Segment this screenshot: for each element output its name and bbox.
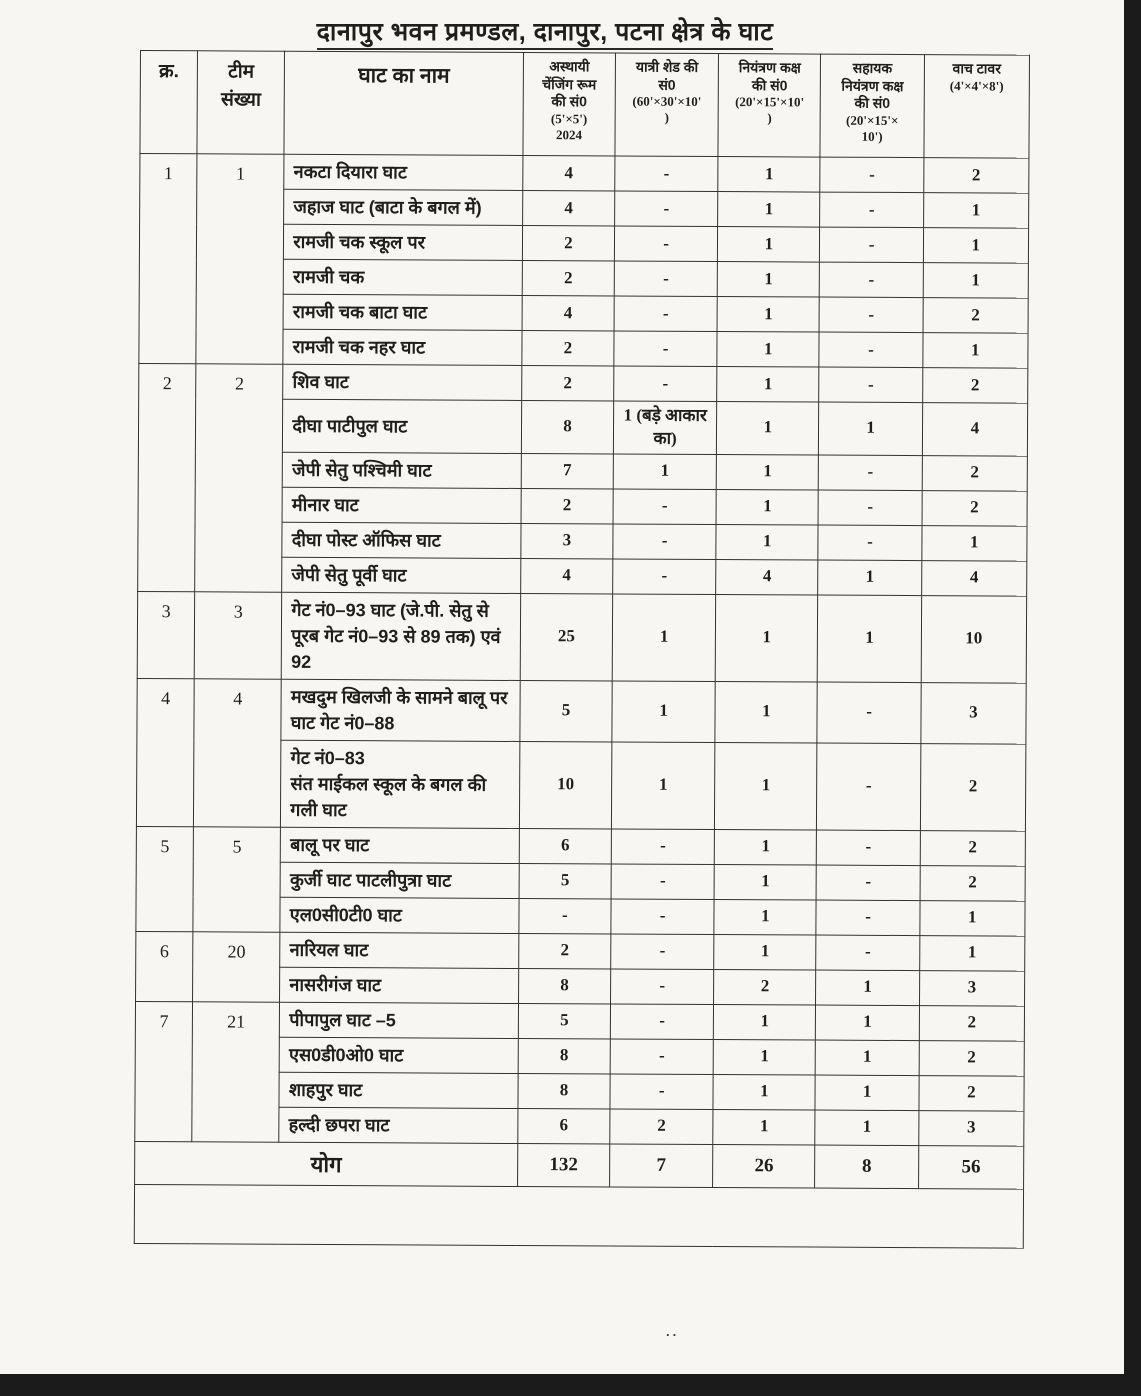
value-cell-asst-control-room: 1: [815, 1110, 918, 1146]
serial-cell: 4: [136, 678, 194, 826]
column-header-ghat-name: घाट का नाम: [284, 51, 523, 155]
value-cell-asst-control-room: -: [820, 227, 923, 263]
total-value-cell-control-room: 26: [713, 1144, 815, 1188]
value-cell-watch-tower: 4: [922, 403, 1028, 456]
value-cell-asst-control-room: -: [819, 367, 922, 403]
value-cell-passenger-shed: 1: [613, 454, 716, 490]
ghat-row: [137, 678, 1026, 744]
value-cell-watch-tower: 2: [923, 158, 1028, 194]
total-value-cell-temp-changing-rooms: 132: [517, 1143, 609, 1186]
ghat-row: [135, 1001, 1024, 1041]
column-header-temp-changing-rooms: अस्थायी चेंजिंग रूम की सं0 (5'×5') 2024: [523, 53, 616, 156]
value-cell-control-room: 1: [715, 742, 818, 830]
value-cell-asst-control-room: -: [820, 262, 923, 298]
team-number-cell: 21: [192, 1002, 280, 1142]
serial-cell: 7: [135, 1001, 193, 1141]
value-cell-watch-tower: 4: [921, 560, 1026, 596]
page-title-text: दानापुर भवन प्रमण्डल, दानापुर, पटना क्षेत्र के घाट: [317, 18, 774, 50]
value-cell-passenger-shed: -: [611, 899, 714, 935]
value-cell-temp-changing-rooms: 25: [520, 593, 613, 680]
value-cell-passenger-shed: -: [615, 191, 718, 227]
value-cell-temp-changing-rooms: 6: [519, 828, 611, 863]
value-cell-passenger-shed: -: [615, 156, 718, 192]
value-cell-asst-control-room: 1: [816, 1040, 919, 1076]
column-header-serial: क्र.: [140, 51, 198, 154]
value-cell-control-room: 2: [714, 969, 816, 1005]
value-cell-control-room: 1: [715, 681, 818, 743]
value-cell-passenger-shed: -: [610, 1074, 713, 1110]
value-cell-watch-tower: 2: [919, 1005, 1024, 1041]
ghat-name-cell: नकटा दियारा घाट: [284, 154, 523, 190]
value-cell-watch-tower: 1: [923, 193, 1028, 229]
empty-row: [134, 1184, 1023, 1248]
value-cell-asst-control-room: -: [816, 935, 919, 971]
value-cell-temp-changing-rooms: 4: [522, 296, 614, 331]
value-cell-asst-control-room: -: [817, 830, 920, 866]
value-cell-temp-changing-rooms: 7: [521, 453, 613, 488]
value-cell-asst-control-room: 1: [818, 595, 922, 683]
ghat-table: [134, 50, 1030, 1249]
value-cell-passenger-shed: -: [614, 366, 717, 402]
value-cell-passenger-shed: -: [614, 331, 717, 367]
table-head-row: [140, 51, 1030, 159]
ghat-data-table: [134, 50, 1030, 1249]
value-cell-temp-changing-rooms: 3: [521, 523, 613, 558]
ghat-row: [140, 154, 1029, 194]
value-cell-passenger-shed: -: [614, 226, 717, 262]
value-cell-watch-tower: 1: [919, 935, 1024, 971]
value-cell-watch-tower: 2: [919, 1075, 1024, 1111]
value-cell-passenger-shed: -: [610, 1004, 713, 1040]
ghat-row: [137, 591, 1026, 683]
value-cell-asst-control-room: -: [820, 157, 923, 193]
value-cell-watch-tower: 1: [923, 263, 1028, 299]
value-cell-control-room: 1: [715, 594, 818, 682]
value-cell-temp-changing-rooms: 2: [522, 331, 614, 366]
value-cell-passenger-shed: -: [611, 934, 714, 970]
value-cell-passenger-shed: 2: [610, 1109, 713, 1145]
value-cell-passenger-shed: 1 (बड़े आकार का): [613, 401, 716, 454]
value-cell-control-room: 1: [718, 227, 820, 263]
value-cell-control-room: 1: [716, 454, 818, 490]
value-cell-temp-changing-rooms: 5: [520, 680, 613, 741]
value-cell-control-room: 1: [714, 1004, 816, 1040]
value-cell-control-room: 1: [714, 864, 816, 900]
value-cell-control-room: 1: [716, 489, 818, 525]
value-cell-watch-tower: 1: [922, 525, 1027, 561]
ghat-name-cell: गेट नं0–83 संत माईकल स्कूल के बगल की गली घाट: [281, 740, 520, 828]
value-cell-passenger-shed: -: [613, 489, 716, 525]
value-cell-temp-changing-rooms: 2: [522, 366, 614, 401]
ghat-name-cell: जहाज घाट (बाटा के बगल में): [284, 189, 523, 225]
table-body: [134, 154, 1029, 1249]
ghat-name-cell: रामजी चक बाटा घाट: [283, 294, 522, 330]
value-cell-control-room: 1: [717, 367, 819, 403]
column-header-asst-control-room: सहायक नियंत्रण कक्ष की सं0 (20'×15'× 10'): [820, 54, 924, 158]
ghat-name-cell: दीघा पाटीपुल घाट: [283, 399, 522, 453]
value-cell-watch-tower: 2: [922, 490, 1027, 526]
ghat-name-cell: एल0सी0टी0 घाट: [280, 897, 519, 933]
column-header-team-number: टीम संख्या: [197, 51, 285, 154]
value-cell-temp-changing-rooms: 8: [518, 968, 610, 1003]
value-cell-watch-tower: 1: [920, 900, 1025, 936]
value-cell-passenger-shed: -: [614, 296, 717, 332]
value-cell-watch-tower: 2: [919, 1040, 1024, 1076]
value-cell-temp-changing-rooms: 2: [522, 226, 614, 261]
team-number-cell: 4: [194, 679, 282, 827]
total-row: [135, 1141, 1024, 1189]
value-cell-passenger-shed: 1: [612, 681, 716, 743]
total-value-cell-passenger-shed: 7: [610, 1144, 713, 1188]
value-cell-asst-control-room: 1: [815, 1075, 918, 1111]
value-cell-asst-control-room: -: [817, 743, 921, 831]
value-cell-temp-changing-rooms: 2: [519, 933, 611, 968]
value-cell-control-room: 1: [717, 297, 819, 333]
value-cell-asst-control-room: -: [819, 490, 922, 526]
value-cell-control-room: 1: [714, 899, 816, 935]
value-cell-asst-control-room: -: [820, 192, 923, 228]
column-header-control-room: नियंत्रण कक्ष की सं0 (20'×15'×10' ): [718, 54, 821, 158]
value-cell-temp-changing-rooms: 8: [521, 401, 613, 454]
value-cell-temp-changing-rooms: 5: [518, 1003, 610, 1038]
team-number-cell: 3: [194, 592, 282, 679]
value-cell-temp-changing-rooms: 8: [518, 1038, 610, 1073]
value-cell-asst-control-room: 1: [818, 560, 921, 596]
value-cell-watch-tower: 2: [920, 743, 1026, 831]
ghat-row: [136, 826, 1025, 866]
value-cell-watch-tower: 3: [921, 682, 1027, 744]
value-cell-temp-changing-rooms: 8: [518, 1073, 610, 1108]
ghat-name-cell: मीनार घाट: [282, 487, 521, 523]
value-cell-temp-changing-rooms: 2: [521, 488, 613, 523]
value-cell-control-room: 4: [716, 559, 818, 595]
column-header-passenger-shed: यात्री शेड की सं0 (60'×30'×10' ): [615, 53, 719, 157]
ghat-name-cell: हल्दी छपरा घाट: [279, 1107, 518, 1143]
value-cell-watch-tower: 1: [923, 333, 1028, 369]
value-cell-asst-control-room: 1: [816, 970, 919, 1006]
serial-cell: 3: [137, 591, 195, 678]
column-header-watch-tower: वाच टावर (4'×4'×8'): [924, 55, 1030, 159]
value-cell-passenger-shed: -: [611, 829, 714, 865]
serial-cell: 6: [136, 931, 193, 1001]
value-cell-asst-control-room: -: [820, 297, 923, 333]
value-cell-passenger-shed: 1: [611, 742, 715, 830]
value-cell-watch-tower: 2: [920, 865, 1025, 901]
value-cell-control-room: 1: [716, 524, 818, 560]
ghat-name-cell: कुर्जी घाट पाटलीपुत्रा घाट: [280, 862, 519, 898]
value-cell-watch-tower: 2: [922, 368, 1027, 404]
value-cell-watch-tower: 2: [923, 298, 1028, 334]
value-cell-control-room: 1: [713, 1039, 815, 1075]
value-cell-temp-changing-rooms: 4: [522, 191, 614, 226]
ghat-name-cell: दीघा पोस्ट ऑफिस घाट: [282, 522, 521, 558]
ghat-name-cell: जेपी सेतु पश्चिमी घाट: [283, 452, 522, 488]
ghat-name-cell: शिव घाट: [283, 364, 522, 400]
serial-cell: 1: [139, 154, 197, 364]
value-cell-control-room: 1: [713, 1109, 815, 1145]
ghat-row: [136, 931, 1025, 971]
team-number-cell: 2: [195, 364, 283, 592]
value-cell-control-room: 1: [717, 332, 819, 368]
serial-cell: 5: [136, 826, 194, 931]
value-cell-watch-tower: 3: [919, 970, 1024, 1006]
value-cell-temp-changing-rooms: 2: [522, 261, 614, 296]
value-cell-control-room: 1: [715, 829, 817, 865]
value-cell-asst-control-room: -: [818, 525, 921, 561]
value-cell-control-room: 1: [718, 157, 820, 193]
team-number-cell: 20: [193, 932, 281, 1002]
ghat-name-cell: बालू पर घाट: [281, 827, 520, 863]
value-cell-passenger-shed: -: [611, 864, 714, 900]
page-title: [100, 14, 990, 48]
ghat-name-cell: गेट नं0–93 घाट (जे.पी. सेतु से पूरब गेट नं0–93 से 89 तक) एवं 92: [282, 592, 521, 680]
value-cell-temp-changing-rooms: 4: [523, 156, 615, 191]
value-cell-control-room: 1: [718, 192, 820, 228]
ghat-name-cell: रामजी चक स्कूल पर: [284, 224, 523, 260]
ghat-name-cell: नासरीगंज घाट: [280, 967, 519, 1003]
value-cell-asst-control-room: -: [819, 332, 922, 368]
value-cell-asst-control-room: -: [816, 900, 919, 936]
value-cell-asst-control-room: 1: [819, 402, 922, 455]
value-cell-watch-tower: 10: [921, 595, 1027, 683]
value-cell-control-room: 1: [713, 1074, 815, 1110]
ghat-name-cell: रामजी चक नहर घाट: [283, 329, 522, 365]
scan-edge-bottom: [0, 1374, 1141, 1396]
value-cell-passenger-shed: -: [613, 559, 716, 595]
value-cell-watch-tower: 1: [923, 228, 1028, 264]
stray-ink-mark: ..: [666, 1324, 680, 1339]
empty-cell: [134, 1184, 1023, 1248]
scan-edge-right: [1124, 0, 1141, 1396]
value-cell-temp-changing-rooms: 4: [521, 558, 613, 593]
ghat-name-cell: नारियल घाट: [280, 932, 519, 968]
total-value-cell-asst-control-room: 8: [815, 1145, 918, 1189]
ghat-name-cell: मखदुम खिलजी के सामने बालू पर घाट गेट नं0–88: [281, 679, 520, 741]
value-cell-asst-control-room: -: [817, 865, 920, 901]
value-cell-asst-control-room: -: [819, 455, 922, 491]
team-number-cell: 5: [193, 827, 281, 932]
ghat-name-cell: पीपापुल घाट –5: [280, 1002, 519, 1038]
value-cell-passenger-shed: -: [611, 969, 714, 1005]
value-cell-temp-changing-rooms: 5: [519, 863, 611, 898]
value-cell-passenger-shed: -: [614, 261, 717, 297]
value-cell-watch-tower: 2: [920, 830, 1025, 866]
value-cell-asst-control-room: 1: [816, 1005, 919, 1041]
value-cell-temp-changing-rooms: 10: [519, 741, 612, 828]
total-value-cell-watch-tower: 56: [918, 1145, 1024, 1189]
team-number-cell: 1: [196, 154, 284, 364]
value-cell-passenger-shed: -: [613, 524, 716, 560]
value-cell-control-room: 1: [717, 262, 819, 298]
serial-cell: 2: [138, 363, 196, 591]
ghat-name-cell: शाहपुर घाट: [279, 1072, 518, 1108]
value-cell-watch-tower: 2: [922, 455, 1027, 491]
value-cell-passenger-shed: 1: [612, 594, 716, 682]
ghat-name-cell: रामजी चक: [284, 259, 523, 295]
value-cell-asst-control-room: -: [817, 682, 921, 744]
value-cell-watch-tower: 3: [918, 1110, 1023, 1146]
ghat-row: [139, 363, 1028, 403]
value-cell-temp-changing-rooms: 6: [518, 1108, 610, 1143]
total-label-cell: योग: [135, 1141, 518, 1186]
value-cell-control-room: 1: [717, 402, 819, 455]
value-cell-passenger-shed: -: [610, 1039, 713, 1075]
value-cell-control-room: 1: [714, 934, 816, 970]
ghat-name-cell: एस0डी0ओ0 घाट: [279, 1037, 518, 1073]
value-cell-temp-changing-rooms: -: [519, 898, 611, 933]
ghat-name-cell: जेपी सेतु पूर्वी घाट: [282, 557, 521, 593]
